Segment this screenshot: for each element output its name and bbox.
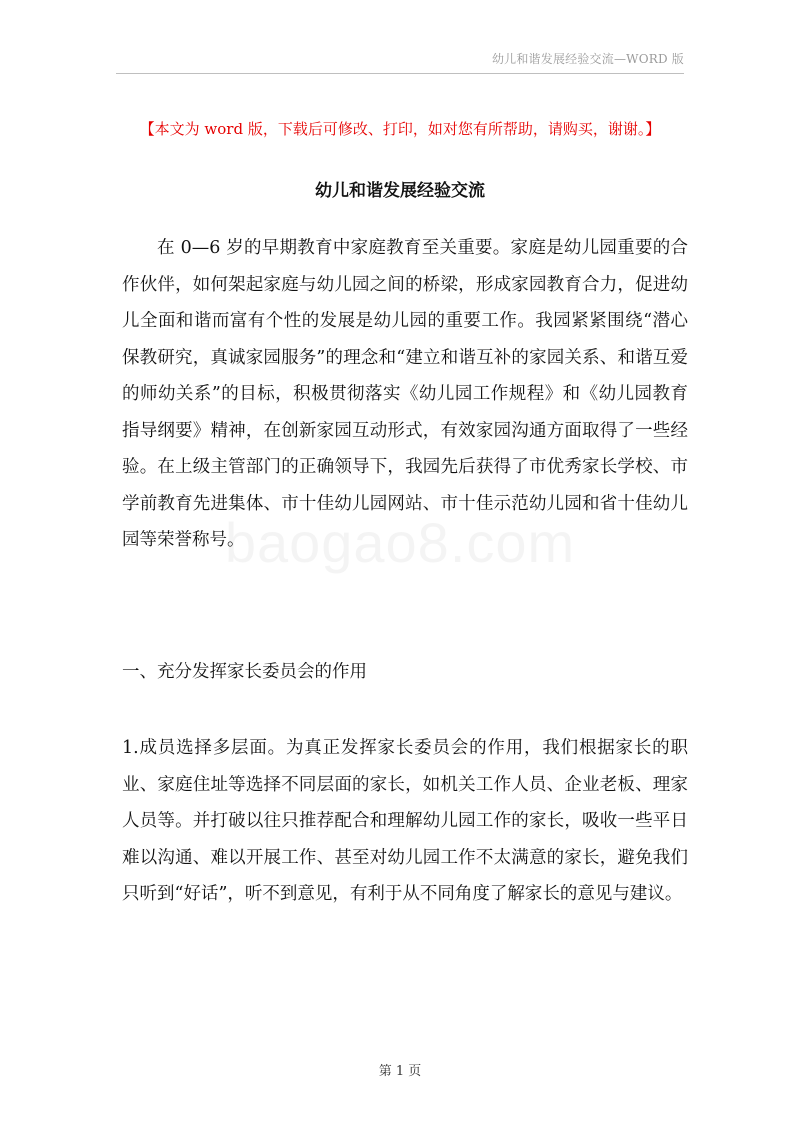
intro-paragraph: 在 0—6 岁的早期教育中家庭教育至关重要。家庭是幼儿园重要的合作伙伴，如何架起家庭与幼儿园之间的桥梁，形成家园教育合力，促进幼儿全面和谐而富有个性的发展是幼儿园的重要工作。我园紧紧围绕“潜心保教研究，真诚家园服务”的理念和“建立和谐互补的家园关系、和谐互爱的师幼关系”的目标，积极贯彻落实《幼儿园工作规程》和《幼儿园教育指导纲要》精神，在创新家园互动形式，有效家园沟通方面取得了一些经验。在上级主管部门的正确领导下，我园先后获得了市优秀家长学校、市学前教育先进集体、市十佳幼儿园网站、市十佳示范幼儿园和省十佳幼儿园等荣誉称号。: [122, 238, 688, 550]
header-divider: [116, 73, 684, 74]
running-header: 幼儿和谐发展经验交流—WORD 版: [491, 52, 684, 66]
page-number: 第 1 页: [378, 1064, 422, 1079]
body-paragraph: 1.成员选择多层面。为真正发挥家长委员会的作用，我们根据家长的职业、家庭住址等选择不同层面的家长，如机关工作人员、企业老板、理家人员等。并打破以往只推荐配合和理解幼儿园工作的家长，吸收一些平日难以沟通、难以开展工作、甚至对幼儿园工作不太满意的家长，避免我们只听到“好话”，听不到意见，有利于从不同角度了解家长的意见与建议。: [122, 738, 688, 904]
section-heading: 一、充分发挥家长委员会的作用: [122, 662, 367, 682]
download-notice: 【本文为 word 版，下载后可修改、打印，如对您有所帮助，请购买，谢谢。】: [139, 120, 661, 138]
document-title: 幼儿和谐发展经验交流: [315, 181, 485, 201]
